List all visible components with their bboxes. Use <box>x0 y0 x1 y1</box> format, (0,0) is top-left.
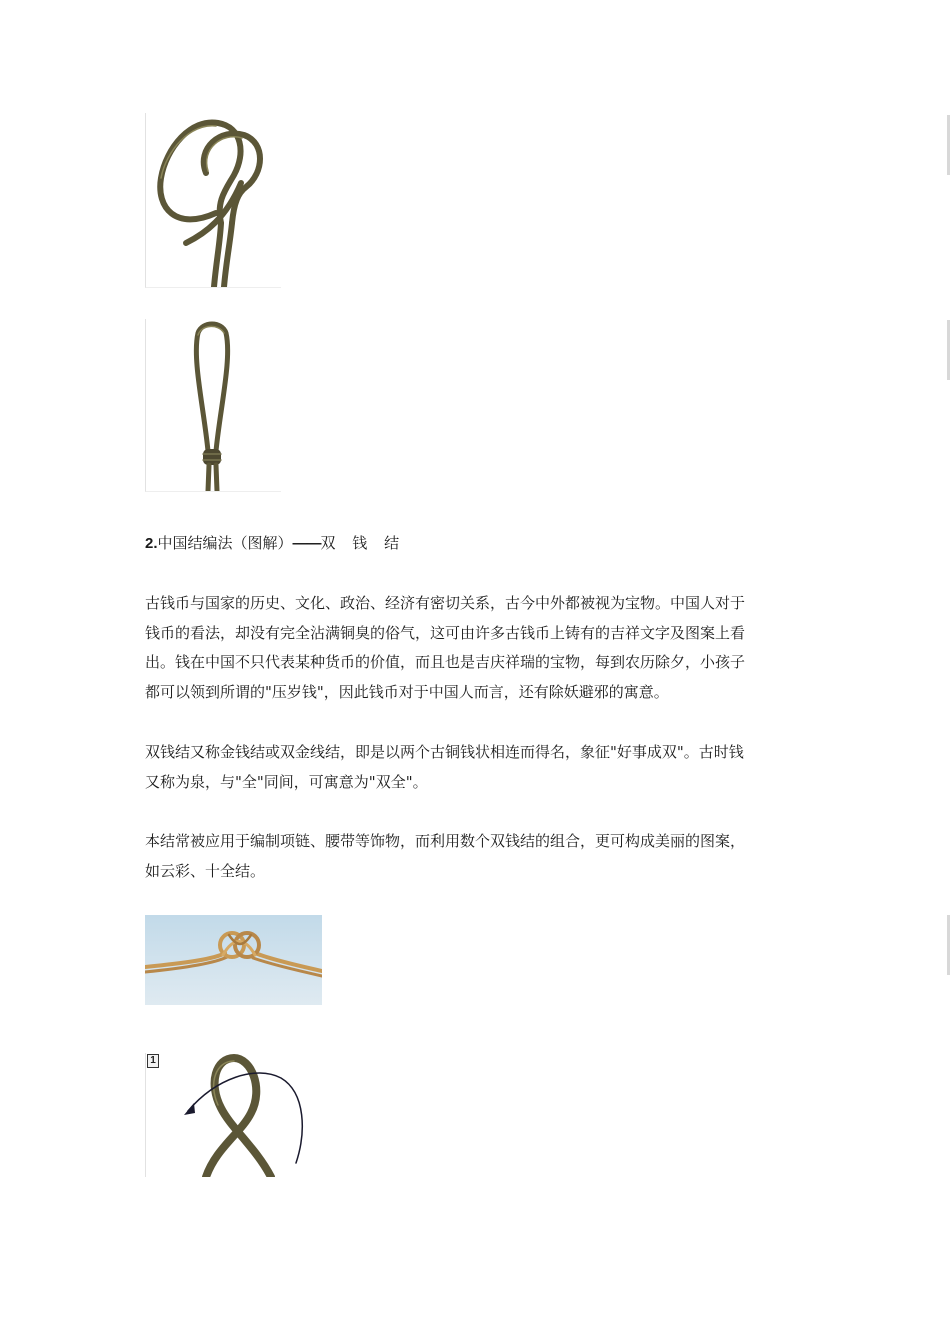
step-number-badge <box>147 1054 159 1068</box>
knot-step-figure-finished-loop <box>145 319 281 492</box>
paragraph-line: 本结常被应用于编制项链、腰带等饰物，而利用数个双钱结的组合，更可构成美丽的图案， <box>145 832 746 850</box>
paragraph-line: 如云彩、十全结。 <box>145 861 266 880</box>
double-coin-knot-illustration <box>145 915 322 1005</box>
section-title: 中国结编法（图解） <box>157 534 293 552</box>
paragraph-history <box>145 589 810 707</box>
section-heading <box>145 532 405 555</box>
paragraph-line: 又称为泉，与"全"同间，可寓意为"双全"。 <box>145 772 428 791</box>
paragraph-line: 出。钱在中国不只代表某种货币的价值，而且也是吉庆祥瑞的宝物，每到农历除夕，小孩子 <box>145 653 746 671</box>
title-dash: —— <box>292 535 321 552</box>
knot-step-figure-loose-loops <box>145 113 281 288</box>
paragraph-usage <box>145 827 810 886</box>
knot-loose-loops-illustration <box>146 113 281 287</box>
step-1-figure <box>145 1053 323 1177</box>
knot-finished-loop-illustration <box>146 319 281 491</box>
step-1-illustration <box>146 1053 323 1177</box>
paragraph-line: 双钱结又称金钱结或双金线结，即是以两个古铜钱状相连而得名，象征"好事成双"。古时钱 <box>145 743 744 761</box>
double-coin-knot-photo <box>145 915 322 1005</box>
paragraph-line: 古钱币与国家的历史、文化、政治、经济有密切关系，古今中外都被视为宝物。中国人对于 <box>145 594 746 612</box>
knot-name: 双 钱 结 <box>320 534 406 552</box>
paragraph-line: 都可以领到所谓的"压岁钱"，因此钱币对于中国人而言，还有除妖避邪的寓意。 <box>145 682 669 701</box>
section-number: 2. <box>145 535 158 552</box>
paragraph-meaning <box>145 738 810 797</box>
step-number-text: 1 <box>150 1055 156 1066</box>
paragraph-line: 钱币的看法，却没有完全沾满铜臭的俗气，这可由许多古钱币上铸有的吉祥文字及图案上看 <box>145 623 746 642</box>
